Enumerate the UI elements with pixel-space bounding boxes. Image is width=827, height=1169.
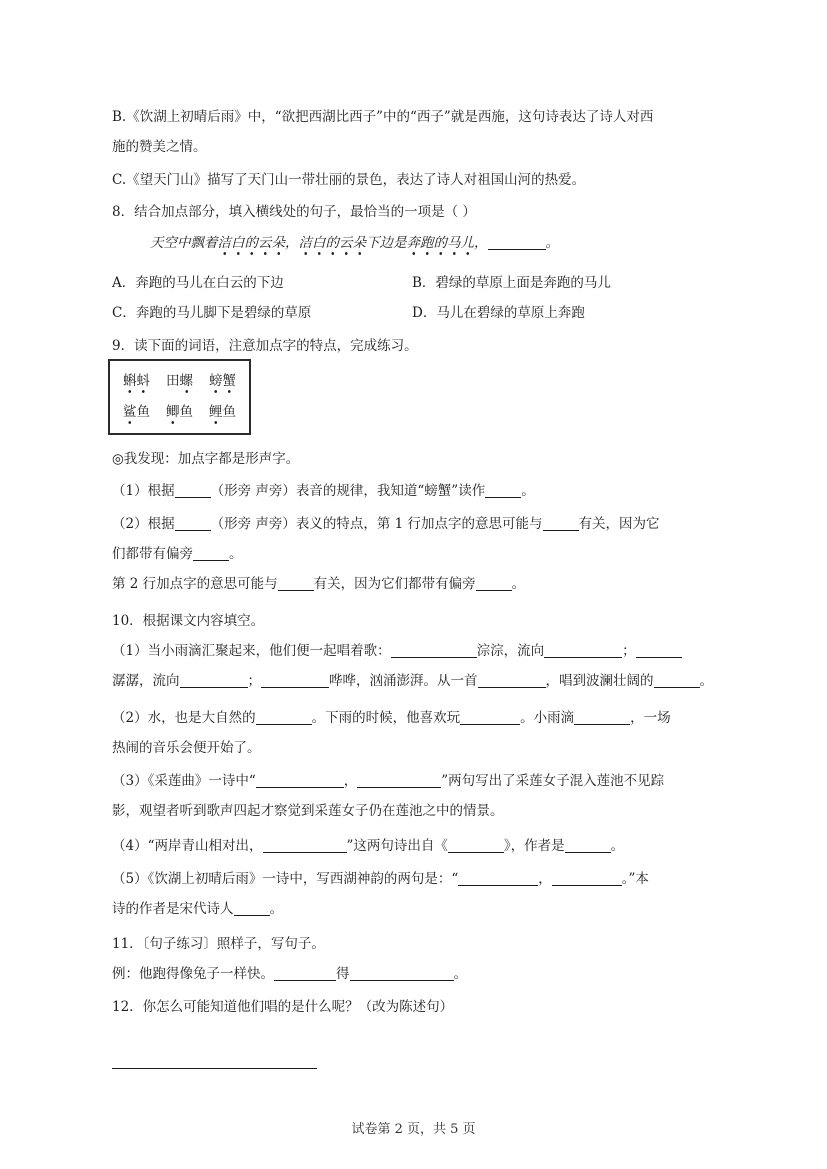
word-box-row-1 [123,366,236,397]
text-run: ， [474,235,488,251]
blank-underline [350,968,454,981]
dotted-characters: 鲫 [166,404,180,425]
text-run: 。 [269,901,283,917]
q9-discovery: ◎我发现：加点字都是形声字。 [112,451,300,467]
prior-option-b-line2: 施的赞美之情。 [112,139,207,155]
q8-option-a: A．奔跑的马儿在白云的下边 [112,275,284,291]
blank-underline [488,237,546,250]
blank-underline [175,518,211,531]
dotted-characters: 鲨 [123,404,137,425]
text-run: （1）根据 [112,483,175,499]
blank-underline [460,712,520,725]
question-12-block [112,992,732,1077]
text-run: （4）“两岸青山相对出， [112,838,263,854]
blank-underline [278,578,314,591]
q8-option-d: D．马儿在碧绿的草原上奔跑 [412,305,585,321]
question-8-block [112,197,732,328]
dotted-characters: 蝌蚪 [123,373,150,394]
blank-underline [256,712,312,725]
text-run: 。小雨滴 [520,710,575,726]
dotted-characters: 奔跑的马儿 [407,235,475,256]
text-run: 淙淙，流向 [476,643,545,659]
q10-sub2-line1 [112,703,732,733]
text-run: 。 [511,576,526,592]
q9-sub1 [112,476,732,506]
text-run: ”两句写出了采莲女子混入莲池不见踪 [441,773,665,789]
text-run: （5）《饮湖上初晴后雨》一诗中，写西湖神韵的两句是：“ [112,871,459,887]
blank-underline [544,645,622,658]
text-run: （1）当小雨滴汇聚起来，他们便一起唱着歌： [112,643,391,659]
text-run: ”这两句诗出自《 [346,838,448,854]
q10-sub3-line1 [112,766,732,796]
blank-underline [565,840,611,853]
question-11-block [112,929,732,989]
blank-underline [175,485,211,498]
text-run: 们都带有偏旁 [112,546,193,562]
word-box-wrap [112,359,732,435]
text-run: ； [247,673,261,689]
word-box [108,359,251,435]
text-run: 有关，因为它们都带有偏旁 [313,576,476,592]
text-run: 下边是 [366,235,407,251]
q10-sub5-line2 [112,894,732,924]
page-footer: 试卷第 2 页，共 5 页 [351,1122,476,1137]
dotted-characters: 螃蟹 [209,373,236,394]
blank-underline [543,518,579,531]
text-run: 潺潺，流向 [112,673,180,689]
text-run: （2）根据 [112,516,175,532]
blank-underline [263,840,347,853]
q10-sub1-line1 [112,636,732,666]
blank-underline [112,1056,317,1069]
text-run: 有关，因为它 [578,516,660,532]
text-run: 。 [610,838,625,854]
blank-underline [485,485,521,498]
text-run: 》，作者是 [503,838,565,854]
q12-stem: 12．你怎么可能知道他们唱的是什么呢？（改为陈述句） [112,999,454,1015]
text-run: 。 [545,235,559,251]
text-run: 例：他跑得像兔子一样快。 [112,966,274,982]
q10-sub2-line2 [112,733,732,763]
text-run: 鱼 [179,404,193,420]
text-run: 。下雨的时候，他喜欢玩 [311,710,461,726]
blank-underline [256,775,344,788]
text-run: 鱼 [136,404,150,420]
q8-stem: 8．结合加点部分，填入横线处的句子，最恰当的一项是（ ） [112,204,476,220]
blank-underline [180,675,248,688]
question-10-block [112,606,732,924]
prior-option-b-line1: B.《饮湖上初晴后雨》中，“欲把西湖比西子”中的“西子”就是西施，这句诗表达了诗人对西 [112,109,654,125]
text-run: 诗的作者是宋代诗人 [112,901,234,917]
q12-answer-line [112,1047,732,1077]
q10-sub4 [112,831,732,861]
dotted-characters: 鲤 [209,404,223,425]
blank-underline [261,675,329,688]
blank-underline [448,840,504,853]
page-content [112,102,732,1077]
text-run: 田 [166,373,180,389]
text-run: ， [538,871,552,887]
text-run: 。 [229,546,243,562]
blank-underline [574,712,630,725]
text-run: 。 [521,483,535,499]
q10-sub1-line2 [112,666,732,696]
q11-example [112,959,732,989]
blank-underline [636,645,682,658]
text-run: 影，观望者听到歌声四起才察觉到采莲女子仍在莲池之中的情景。 [112,803,504,819]
text-run: （形旁 声旁）表音的规律，我知道“螃蟹”读作 [210,483,486,499]
text-run: ，一场 [630,710,671,726]
blank-underline [654,675,700,688]
text-run: 。 [699,673,713,689]
q9-sub2-line2 [112,539,732,569]
word-box-row-2 [123,397,236,428]
text-run: 天空中飘着 [150,235,218,251]
q11-stem: 11．〔句子练习〕照样子，写句子。 [112,936,325,952]
q9-sub2-line1 [112,509,732,539]
text-run: 。 [453,966,467,982]
blank-underline [357,775,441,788]
blank-underline [391,645,477,658]
blank-underline [274,968,336,981]
text-run: ； [622,643,636,659]
dotted-characters: 洁白的云朵 [218,235,286,256]
q8-option-b: B．碧绿的草原上面是奔跑的马儿 [412,275,611,291]
text-run: 热闹的音乐会便开始了。 [112,740,261,756]
dotted-characters: 螺 [180,373,194,394]
q9-sub2-line3 [112,569,732,599]
text-run: ， [285,235,299,251]
text-run: 。”本 [621,871,649,887]
prior-option-b [112,102,732,162]
q10-sub5-line1 [112,864,732,894]
text-run: 鱼 [222,404,236,420]
dotted-characters: 洁白的云朵 [299,235,367,256]
text-run: 得 [336,966,350,982]
q10-sub3-line2 [112,796,732,826]
blank-underline [193,548,229,561]
blank-underline [458,873,538,886]
q8-option-c: C．奔跑的马儿脚下是碧绿的草原 [112,305,312,321]
q9-stem: 9．读下面的词语，注意加点字的特点，完成练习。 [112,338,418,354]
text-run: ， [343,773,358,789]
text-run: ，唱到波澜壮阔的 [545,673,654,689]
prior-option-c: C.《望天门山》描写了天门山一带壮丽的景色，表达了诗人对祖国山河的热爱。 [112,172,586,188]
text-run: 第 2 行加点字的意思可能与 [112,576,278,592]
blank-underline [552,873,622,886]
text-run: （3）《采莲曲》一诗中“ [112,773,256,789]
text-run: （形旁 声旁）表义的特点，第 1 行加点字的意思可能与 [210,516,543,532]
blank-underline [476,578,512,591]
question-9-block [112,331,732,599]
text-run: （2）水，也是大自然的 [112,710,256,726]
q8-options [112,268,732,328]
q10-stem: 10．根据课文内容填空。 [112,613,265,629]
blank-underline [234,903,270,916]
blank-underline [478,675,546,688]
q8-quoted-sentence [112,228,732,258]
text-run: 哗哗，汹涌澎湃。从一首 [329,673,478,689]
